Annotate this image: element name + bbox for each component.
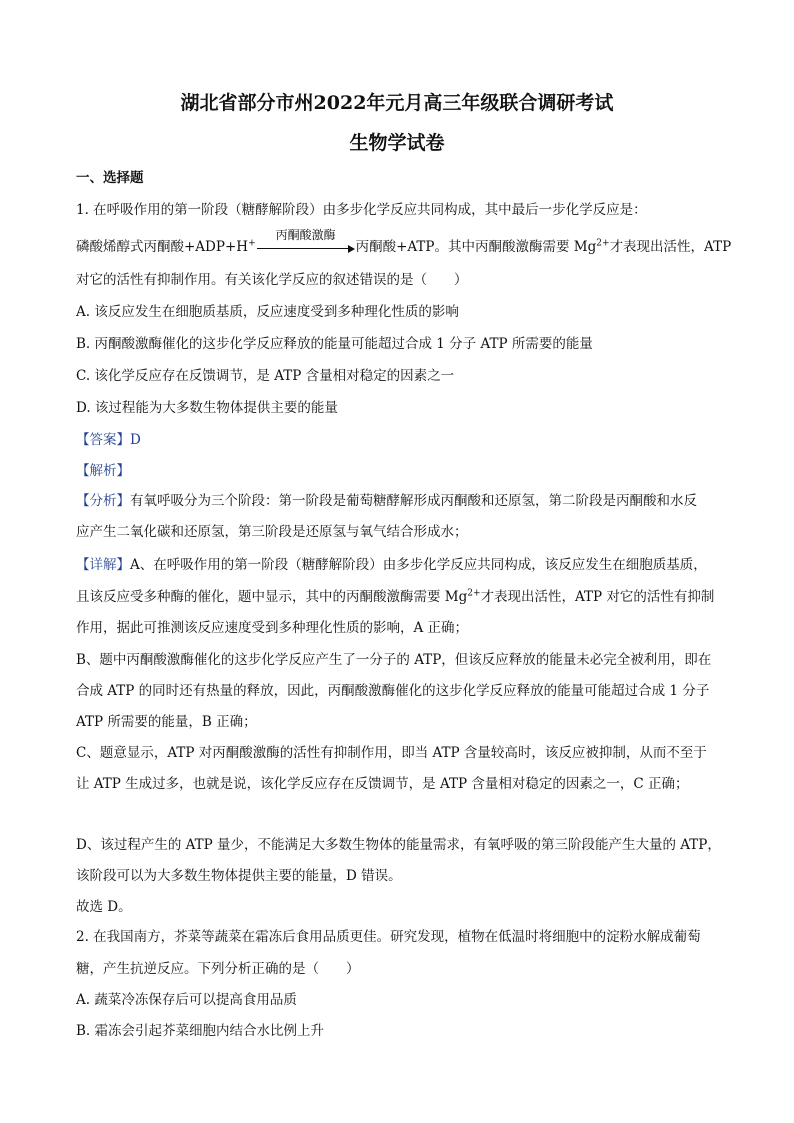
q1-detail-b-line-3: ATP 所需要的能量，B 正确； bbox=[76, 714, 257, 730]
q1-option-b: B. 丙酮酸激酶催化的这步化学反应释放的能量可能超过合成 1 分子 ATP 所需要的能量 bbox=[76, 336, 593, 352]
q1-analysis-tag: 【解析】 bbox=[76, 463, 130, 479]
q1-detail-a-line-3: 作用，据此可推测该反应速度受到多种理化性质的影响，A 正确； bbox=[76, 620, 469, 636]
reaction-left: 磷酸烯醇式丙酮酸+ADP+H bbox=[76, 239, 249, 255]
q1-stem-tail: 对它的活性有抑制作用。有关该化学反应的叙述错误的是（ ） bbox=[76, 272, 468, 288]
exam-subtitle: 生物学试卷 bbox=[349, 132, 445, 154]
section-heading: 一、选择题 bbox=[76, 170, 144, 186]
q1-option-a: A. 该反应发生在细胞质基质，反应速度受到多种理化性质的影响 bbox=[76, 304, 459, 320]
q1-option-c: C. 该化学反应存在反馈调节，是 ATP 含量相对稳定的因素之一 bbox=[76, 368, 455, 384]
q2-option-b: B. 霜冻会引起芥菜细胞内结合水比例上升 bbox=[76, 1023, 325, 1039]
enzyme-label: 丙酮酸激酶 bbox=[275, 228, 336, 242]
q1-fenxi-line-2: 应产生二氧化碳和还原氢，第三阶段是还原氢与氧气结合形成水； bbox=[76, 524, 468, 540]
q1-detail-d-line-2: 该阶段可以为大多数生物体提供主要的能量，D 错误。 bbox=[76, 868, 402, 884]
detail-a-sup: 2+ bbox=[467, 588, 481, 599]
q1-fenxi-line-1 bbox=[76, 489, 697, 509]
exam-title: 湖北省部分市州2022年元月高三年级联合调研考试 bbox=[180, 92, 614, 114]
q1-detail-b-line-2: 合成 ATP 的同时还有热量的释放，因此，丙酮酸激酶催化的这步化学反应释放的能量可能超过合成 1 分子 bbox=[76, 683, 710, 699]
xiangjie-tag: 【详解】 bbox=[76, 557, 130, 573]
fenxi-text-1: 有氧呼吸分为三个阶段：第一阶段是葡萄糖酵解形成丙酮酸和还原氢，第二阶段是丙酮酸和水反 bbox=[130, 493, 697, 509]
reaction-right-tail: 才表现出活性，ATP bbox=[609, 239, 732, 255]
detail-a-text-2b: 才表现出活性，ATP 对它的活性有抑制 bbox=[480, 589, 715, 605]
q1-detail-b-line-1: B、题中丙酮酸激酶催化的这步化学反应产生了一分子的 ATP，但该反应释放的能量未必完全被利用，即在 bbox=[76, 652, 712, 668]
q1-detail-c-line-2: 让 ATP 生成过多，也就是说，该化学反应存在反馈调节，是 ATP 含量相对稳定的因素之一，C 正确； bbox=[76, 776, 689, 792]
q1-detail-c-line-1: C、题意显示，ATP 对丙酮酸激酶的活性有抑制作用，即当 ATP 含量较高时，该反应被抑制，从而不至于 bbox=[76, 745, 707, 761]
q2-stem-line-1: 2. 在我国南方，芥菜等蔬菜在霜冻后食用品质更佳。研究发现，植物在低温时将细胞中的淀粉水解成葡萄 bbox=[76, 929, 701, 945]
q1-stem: 1. 在呼吸作用的第一阶段（糖酵解阶段）由多步化学反应共同构成，其中最后一步化学反应是： bbox=[76, 202, 647, 218]
arrow-head-icon bbox=[348, 245, 355, 253]
detail-a-text-1: A、在呼吸作用的第一阶段（糖酵解阶段）由多步化学反应共同构成，该反应发生在细胞质基质， bbox=[130, 557, 707, 573]
mg-charge-sup: 2+ bbox=[596, 238, 610, 249]
detail-a-text-2a: 且该反应受多种酶的催化，题中显示，其中的丙酮酸激酶需要 Mg bbox=[76, 589, 468, 605]
q1-detail-a-line-1 bbox=[76, 553, 707, 573]
q2-stem-line-2: 糖，产生抗逆反应。下列分析正确的是（ ） bbox=[76, 961, 360, 977]
q1-answer: 【答案】D bbox=[76, 432, 141, 448]
q1-detail-a-line-2 bbox=[76, 585, 714, 605]
q1-choose: 故选 D。 bbox=[76, 899, 132, 915]
reaction-right: 丙酮酸+ATP。其中丙酮酸激酶需要 Mg bbox=[355, 239, 597, 255]
q1-detail-d-line-1: D、该过程产生的 ATP 量少，不能满足大多数生物体的能量需求，有氧呼吸的第三阶段能产生大量的 ATP， bbox=[76, 837, 721, 853]
arrow-line bbox=[257, 248, 349, 249]
q1-option-d: D. 该过程能为大多数生物体提供主要的能量 bbox=[76, 400, 338, 416]
q2-option-a: A. 蔬菜冷冻保存后可以提高食用品质 bbox=[76, 992, 297, 1008]
reaction-arrow bbox=[257, 228, 355, 251]
q1-reaction bbox=[76, 228, 732, 255]
fenxi-tag: 【分析】 bbox=[76, 493, 130, 509]
reaction-left-sup: + bbox=[248, 238, 256, 249]
